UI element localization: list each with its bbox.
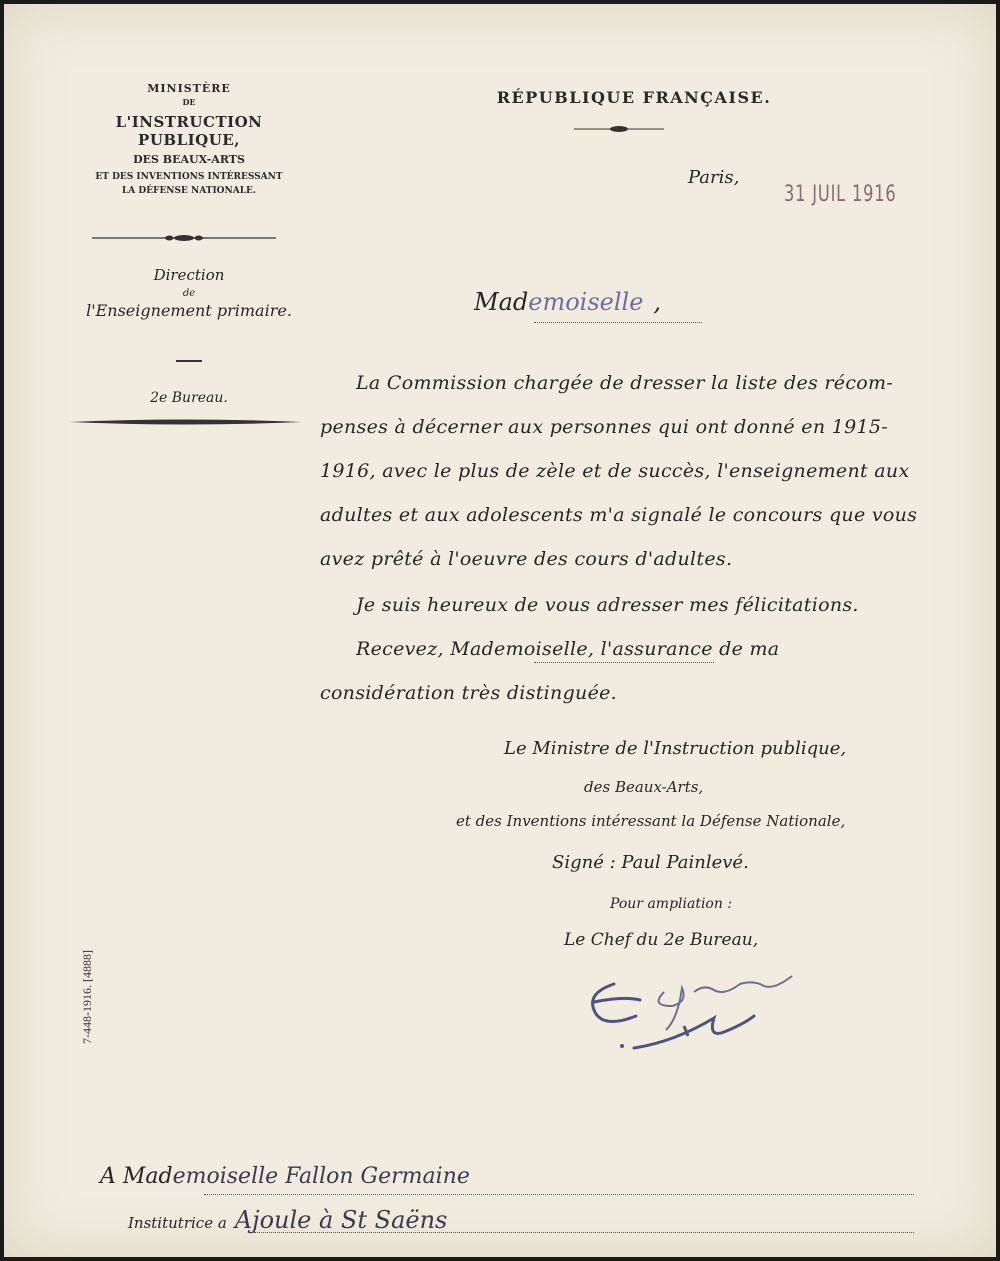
body-line-3: 1916, avec le plus de zèle et de succès, l'enseignement aux — [320, 460, 910, 482]
date-stamp: 31 JUIL 1916 — [784, 182, 897, 207]
address-dotted-line2 — [254, 1232, 914, 1233]
body-line-4: adultes et aux adolescents m'a signalé le concours que vous — [320, 504, 918, 526]
handwritten-signature — [574, 964, 834, 1064]
ministry-line2: DE — [182, 97, 196, 107]
address-line1-printed: A Mad — [100, 1164, 173, 1189]
signature-line3: et des Inventions intéressant la Défense Nationale, — [456, 812, 846, 830]
salutation-handwritten: emoiselle — [528, 288, 644, 316]
signature-line6: Le Chef du 2e Bureau, — [564, 930, 759, 950]
direction-line1: Direction — [153, 266, 225, 284]
salutation — [474, 288, 661, 316]
salutation-dotted-line — [534, 322, 702, 323]
signature-line4: Signé : Paul Painlevé. — [552, 852, 749, 873]
salutation-printed: Mad — [474, 288, 529, 316]
ministry-line5: ET DES INVENTIONS INTÉRESSANT — [95, 172, 283, 182]
salutation-comma: , — [653, 288, 662, 316]
ornament-rule-republic — [574, 124, 664, 134]
address-line2-printed: Institutrice a — [128, 1214, 227, 1232]
address-line1-handwritten: emoiselle Fallon Germaine — [172, 1164, 470, 1189]
margin-code: 7-448-1916. [4888] — [80, 950, 94, 1044]
republic-title: RÉPUBLIQUE FRANÇAISE. — [496, 88, 772, 107]
city-label: Paris, — [688, 167, 740, 188]
direction-block — [74, 266, 304, 320]
direction-line2: de — [182, 288, 196, 299]
address-line2-handwritten: Ajoule à St Saëns — [234, 1206, 448, 1234]
letter-page — [4, 4, 996, 1257]
ornament-rule-left — [92, 232, 276, 244]
ministry-line6: LA DÉFENSE NATIONALE. — [121, 186, 257, 196]
bureau-label: 2e Bureau. — [150, 390, 228, 406]
signature-line1: Le Ministre de l'Instruction publique, — [504, 738, 847, 759]
body-line-5: avez prêté à l'oeuvre des cours d'adultes. — [320, 548, 733, 570]
ornament-rule-bureau — [70, 418, 302, 426]
address-line1 — [100, 1164, 470, 1189]
body-line-6: Je suis heureux de vous adresser mes félicitations. — [356, 594, 859, 616]
body-line-8: considération très distinguée. — [320, 682, 618, 704]
body-line-7: Recevez, Mademoiselle, l'assurance de ma — [356, 638, 780, 660]
divider-short — [176, 360, 202, 362]
ministry-header — [74, 82, 304, 196]
address-line2 — [128, 1206, 447, 1234]
ministry-line4: DES BEAUX-ARTS — [133, 153, 245, 166]
body-line-1: La Commission chargée de dresser la liste des récom- — [356, 372, 894, 394]
ministry-line1: MINISTÈRE — [147, 82, 231, 95]
recevez-dotted-line — [534, 662, 714, 663]
signature-line2: des Beaux-Arts, — [584, 778, 704, 796]
ministry-line3: L'INSTRUCTION PUBLIQUE, — [115, 113, 263, 149]
direction-line3: l'Enseignement primaire. — [86, 301, 292, 320]
address-dotted-line1 — [204, 1194, 914, 1195]
signature-line5: Pour ampliation : — [610, 896, 733, 912]
body-line-2: penses à décerner aux personnes qui ont donné en 1915- — [320, 416, 888, 438]
